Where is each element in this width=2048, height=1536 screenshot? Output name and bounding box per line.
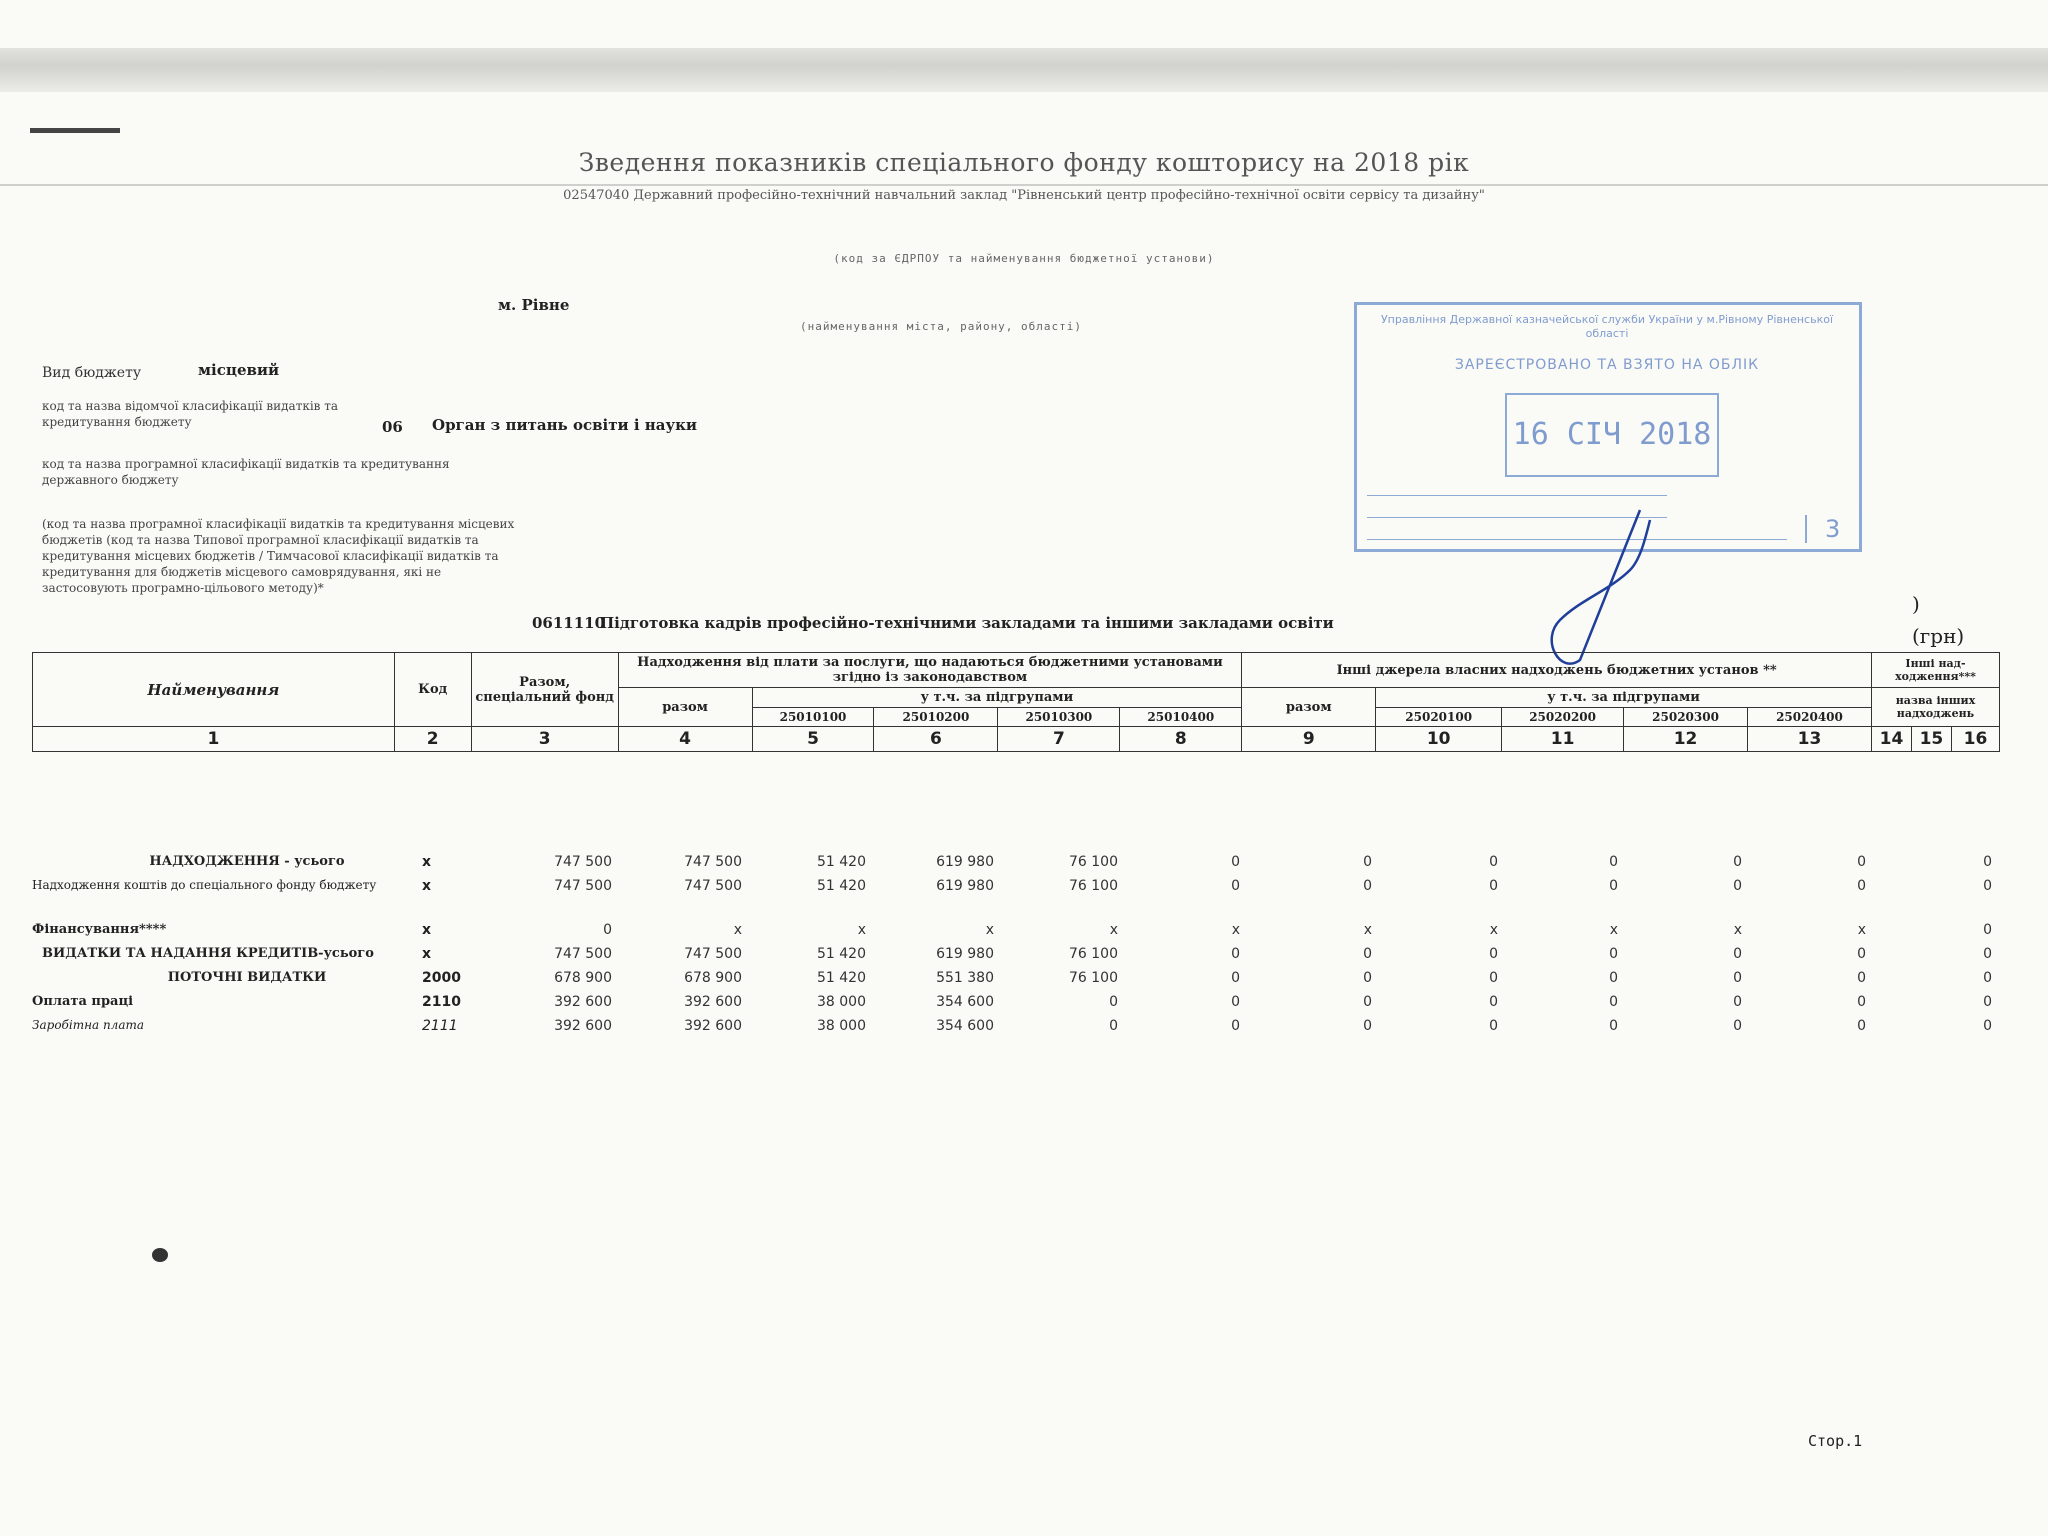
- table-cell: 0: [1609, 854, 1618, 870]
- table-cell: x: [857, 922, 866, 938]
- table-cell: 392 600: [554, 1018, 612, 1034]
- table-cell: 392 600: [554, 994, 612, 1010]
- stamp-org: Управління Державної казначейської служби України у м.Рівному Рівненської області: [1380, 313, 1834, 340]
- budget-type-label: Вид бюджету: [42, 365, 142, 381]
- col-header-code-25010400: 25010400: [1120, 708, 1242, 727]
- col-number: 15: [1911, 727, 1951, 752]
- col-number: 5: [752, 727, 874, 752]
- table-cell: x: [985, 922, 994, 938]
- table-cell: 619 980: [936, 946, 994, 962]
- table-cell: 0: [1489, 1018, 1498, 1034]
- col-number: 16: [1951, 727, 1999, 752]
- table-cell: 0: [1109, 994, 1118, 1010]
- col-number: 10: [1376, 727, 1502, 752]
- table-cell: 0: [1983, 878, 1992, 894]
- table-cell: 51 420: [817, 854, 866, 870]
- row-code: x: [422, 878, 432, 894]
- col-header-code-25010300: 25010300: [998, 708, 1120, 727]
- table-cell: 0: [1231, 946, 1240, 962]
- table-cell: 0: [1489, 994, 1498, 1010]
- row-code: 2110: [422, 994, 461, 1010]
- table-cell: 0: [1489, 946, 1498, 962]
- institution-line: 02547040 Державний професійно-технічний навчальний заклад "Рівненський центр професійно-технічної освіти сервісу та дизайну": [563, 188, 1485, 203]
- table-cell: 0: [1231, 1018, 1240, 1034]
- table-row: [32, 922, 2000, 946]
- table-cell: x: [1489, 922, 1498, 938]
- col-header-code-25020200: 25020200: [1502, 708, 1624, 727]
- table-cell: 678 900: [684, 970, 742, 986]
- table-cell: 0: [1857, 878, 1866, 894]
- table-cell: x: [733, 922, 742, 938]
- table-cell: 76 100: [1069, 878, 1118, 894]
- col-number: 14: [1871, 727, 1911, 752]
- table-cell: x: [1363, 922, 1372, 938]
- table-cell: 0: [1609, 994, 1618, 1010]
- col-header-razom: разом: [1242, 688, 1376, 727]
- table-cell: 0: [1857, 1018, 1866, 1034]
- column-numbers-row: [33, 727, 2000, 752]
- col-header-code-25020400: 25020400: [1748, 708, 1872, 727]
- col-header-code-25020100: 25020100: [1376, 708, 1502, 727]
- table-cell: 0: [1231, 970, 1240, 986]
- table-cell: 0: [1857, 854, 1866, 870]
- table-cell: x: [1733, 922, 1742, 938]
- table-cell: x: [1609, 922, 1618, 938]
- table-cell: 0: [1231, 994, 1240, 1010]
- state-program-label: код та назва програмної класифікації видатків та кредитування державного бюджету: [42, 457, 450, 487]
- table-row: [32, 854, 2000, 878]
- table-cell: 0: [1363, 878, 1372, 894]
- row-name: ВИДАТКИ ТА НАДАННЯ КРЕДИТІВ-усього: [42, 946, 374, 961]
- table-cell: 551 380: [936, 970, 994, 986]
- page-number: Стор.1: [1808, 1432, 1863, 1450]
- table-cell: 0: [1609, 878, 1618, 894]
- table-row: [32, 970, 2000, 994]
- document-title: Зведення показників спеціального фонду кошторису на 2018 рік: [578, 148, 1470, 177]
- table-row: [32, 878, 2000, 922]
- table-cell: 0: [1857, 970, 1866, 986]
- table-cell: 0: [1609, 970, 1618, 986]
- program-name: Підготовка кадрів професійно-технічними закладами та іншими закладами освіти: [600, 614, 1334, 632]
- table-cell: 0: [1733, 1018, 1742, 1034]
- table-cell: 76 100: [1069, 854, 1118, 870]
- dept-classification-label: код та назва відомчої класифікації видатків та кредитування бюджету: [42, 399, 339, 429]
- table-cell: 747 500: [554, 946, 612, 962]
- row-code: 2111: [422, 1018, 458, 1034]
- table-cell: 392 600: [684, 994, 742, 1010]
- table-cell: 392 600: [684, 1018, 742, 1034]
- table-cell: x: [1109, 922, 1118, 938]
- table-cell: 38 000: [817, 1018, 866, 1034]
- col-header-code-25010200: 25010200: [874, 708, 998, 727]
- table-cell: 747 500: [554, 878, 612, 894]
- table-cell: 747 500: [684, 878, 742, 894]
- col-number: 1: [33, 727, 395, 752]
- budget-table-header: [32, 652, 2000, 752]
- col-number: 3: [471, 727, 618, 752]
- table-cell: 0: [1489, 878, 1498, 894]
- local-program-label: (код та назва програмної класифікації видатків та кредитування місцевих бюджетів (код та назва Типової програмної класифікації видатків та кредитування місцевих бюджетів / Тимчасової класифікації видатків та кредитування для бюджетів місцевого самоврядування, які не застосовують програмно-цільового методу)*: [42, 517, 515, 595]
- table-cell: 0: [1231, 878, 1240, 894]
- row-code: x: [422, 854, 432, 870]
- row-name: Оплата праці: [32, 994, 134, 1009]
- scan-artifact-top: [0, 48, 2048, 92]
- row-name: ПОТОЧНІ ВИДАТКИ: [167, 970, 327, 985]
- table-row: [32, 1018, 2000, 1042]
- closing-paren: ): [1912, 592, 1920, 616]
- stamp-registered: ЗАРЕЄСТРОВАНО ТА ВЗЯТО НА ОБЛІК: [1454, 357, 1760, 373]
- table-cell: 0: [1609, 946, 1618, 962]
- program-code: 0611110: [532, 614, 606, 632]
- row-name: Фінансування****: [32, 922, 167, 937]
- table-cell: 0: [1857, 946, 1866, 962]
- table-row: [32, 994, 2000, 1018]
- table-cell: 0: [1857, 994, 1866, 1010]
- ink-blot: [152, 1248, 168, 1262]
- col-header-subgroups: у т.ч. за підгрупами: [1376, 688, 1872, 708]
- table-cell: 51 420: [817, 970, 866, 986]
- col-header-name: Найменування: [33, 653, 395, 727]
- table-cell: 747 500: [684, 854, 742, 870]
- col-header-code: Код: [394, 653, 471, 727]
- table-cell: 0: [1983, 854, 1992, 870]
- table-cell: 747 500: [684, 946, 742, 962]
- row-name: Надходження коштів до спеціального фонду бюджету: [32, 878, 377, 892]
- col-number: 9: [1242, 727, 1376, 752]
- dash-mark: [30, 128, 120, 133]
- table-cell: 619 980: [936, 878, 994, 894]
- col-header-services-group: Надходження від плати за послуги, що надаються бюджетними установами згідно із законодавством: [618, 653, 1242, 688]
- table-cell: 76 100: [1069, 970, 1118, 986]
- col-number: 8: [1120, 727, 1242, 752]
- city: м. Рівне: [498, 296, 570, 314]
- table-cell: x: [1857, 922, 1866, 938]
- col-number: 12: [1624, 727, 1748, 752]
- city-caption: (найменування міста, району, області): [800, 320, 1083, 333]
- table-cell: 0: [1231, 854, 1240, 870]
- stamp-field-line: [1367, 483, 1667, 496]
- table-cell: 0: [1489, 854, 1498, 870]
- table-cell: 0: [1489, 970, 1498, 986]
- table-cell: 51 420: [817, 878, 866, 894]
- dept-code: 06: [382, 418, 403, 436]
- table-cell: 0: [603, 922, 612, 938]
- table-cell: 51 420: [817, 946, 866, 962]
- table-cell: 0: [1363, 854, 1372, 870]
- table-cell: 0: [1363, 946, 1372, 962]
- row-name: НАДХОДЖЕННЯ - усього: [149, 854, 345, 869]
- table-cell: 747 500: [554, 854, 612, 870]
- table-cell: 354 600: [936, 1018, 994, 1034]
- row-code: 2000: [422, 970, 461, 986]
- table-cell: 0: [1733, 994, 1742, 1010]
- col-header-code-25020300: 25020300: [1624, 708, 1748, 727]
- col-header-razom: разом: [618, 688, 752, 727]
- table-cell: 0: [1983, 946, 1992, 962]
- col-header-other-income-names: назва інших надходжень: [1871, 688, 1999, 727]
- table-cell: 38 000: [817, 994, 866, 1010]
- table-cell: 354 600: [936, 994, 994, 1010]
- table-cell: 0: [1609, 1018, 1618, 1034]
- table-cell: 678 900: [554, 970, 612, 986]
- col-header-subgroups: у т.ч. за підгрупами: [752, 688, 1242, 708]
- col-number: 4: [618, 727, 752, 752]
- table-cell: 0: [1733, 854, 1742, 870]
- row-code: x: [422, 946, 432, 962]
- table-cell: 0: [1733, 946, 1742, 962]
- col-number: 6: [874, 727, 998, 752]
- dept-name: Орган з питань освіти і науки: [432, 416, 698, 434]
- table-cell: 619 980: [936, 854, 994, 870]
- currency-unit: (грн): [1912, 624, 1965, 648]
- row-code: x: [422, 922, 432, 938]
- table-cell: 0: [1733, 878, 1742, 894]
- institution-caption: (код за ЄДРПОУ та найменування бюджетної установи): [833, 252, 1215, 265]
- col-number: 11: [1502, 727, 1624, 752]
- table-row: [32, 946, 2000, 970]
- col-header-code-25010100: 25010100: [752, 708, 874, 727]
- budget-type-value: місцевий: [198, 361, 280, 379]
- scan-artifact-line: [0, 184, 2048, 186]
- col-header-total: Разом, спеціальний фонд: [471, 653, 618, 727]
- stamp-number: 3: [1805, 515, 1840, 543]
- table-cell: 76 100: [1069, 946, 1118, 962]
- table-cell: 0: [1109, 1018, 1118, 1034]
- col-header-other-group: Інші джерела власних надходжень бюджетних установ **: [1242, 653, 1872, 688]
- table-cell: 0: [1983, 970, 1992, 986]
- table-cell: 0: [1363, 1018, 1372, 1034]
- table-cell: x: [1231, 922, 1240, 938]
- col-header-other-income: Інші над-ходження***: [1871, 653, 1999, 688]
- col-number: 7: [998, 727, 1120, 752]
- table-cell: 0: [1363, 994, 1372, 1010]
- stamp-date: 16 СІЧ 2018: [1505, 393, 1719, 477]
- row-name: Заробітна плата: [32, 1018, 145, 1032]
- budget-data-rows: [32, 854, 2000, 1042]
- table-cell: 0: [1983, 1018, 1992, 1034]
- table-cell: 0: [1983, 922, 1992, 938]
- col-number: 13: [1748, 727, 1872, 752]
- table-cell: 0: [1733, 970, 1742, 986]
- table-cell: 0: [1983, 994, 1992, 1010]
- col-number: 2: [394, 727, 471, 752]
- table-cell: 0: [1363, 970, 1372, 986]
